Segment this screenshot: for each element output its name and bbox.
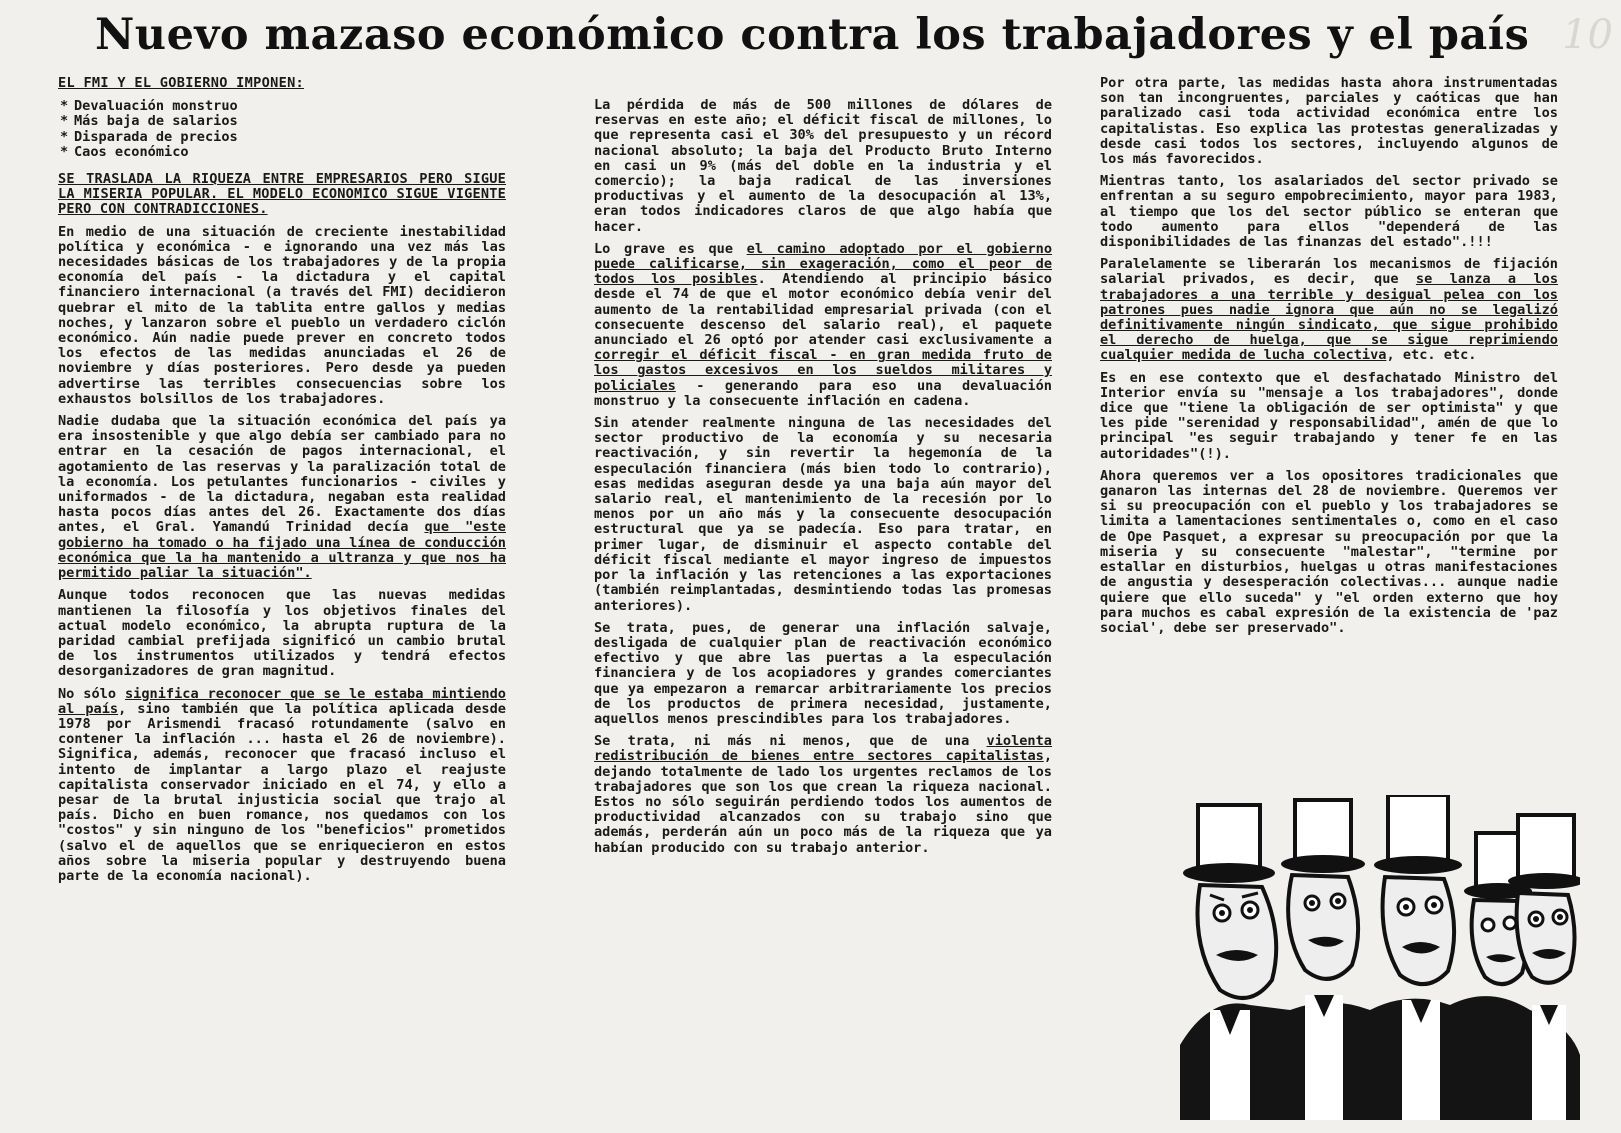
text-run: , dejando totalmente de lado los urgentes reclamos de los trabajadores que son los que crean la riqueza nacional. Estos no sólo seguirán perdiendo todos los aumentos de productividad alcanzados con su trabajo sino que además, perderán aún un poco más de la riqueza que ya habían producido con su trabajo anterior. — [594, 748, 1052, 856]
paragraph — [58, 414, 506, 581]
underlined-phrase: violenta redistribución de bienes entre sectores capitalistas — [594, 733, 1052, 765]
text-run: Lo grave es que — [594, 240, 747, 257]
column-3 — [1100, 76, 1558, 643]
headline: Nuevo mazaso económico contra los trabajadores y el país — [95, 10, 1530, 60]
underlined-phrase: significa reconocer que se le estaba mintiendo al país — [58, 685, 506, 717]
column-2 — [594, 98, 1052, 863]
text-run: Nadie dudaba que la situación económica del país ya era insostenible y que algo debía ser cambiado para no entrar en la cesación de pagos internacional, el agotamiento de las reservas y la paralización total de la economía. Los petulantes funcionarios - civiles y uniformados - de la dictadura, negaban esta realidad hasta pocos días antes del 26. Exactamente dos días antes, el Gral. Yamandú Trinidad decía — [58, 413, 506, 536]
paragraph: En medio de una situación de creciente inestabilidad política y económica - e ignorando una vez más las necesidades básicas de los trabajadores y de la propia economía del país - la dictadura y el capital financiero internacional (a través del FMI) decidieron quebrar el mito de la tablita entre gallos y medias noches, y lanzaron sobre el pueblo un verdadero ciclón económico. Aún nadie puede prever en concreto todos los efectos de las medidas anunciadas el 26 de noviembre y días posteriores. Pero desde ya pueden advertirse las terribles consecuencias sobre los exhaustos bolsillos de los trabajadores. — [58, 223, 506, 407]
text-run: . Atendiendo al principio básico desde el 74 de que el motor económico debía venir del aumento de la rentabilidad empresarial privada (con el consecuente descenso del salario real), el paquete anunciado el 26 optó por atender casi exclusivamente a — [594, 271, 1052, 349]
paragraph: Mientras tanto, los asalariados del sector privado se enfrentan a su seguro empobrecimiento, mayor para 1983, al tiempo que los del sector público se enteran que todo aumento para ellos "dependerá de las disponibilidades de las finanzas del estado".!!! — [1100, 173, 1558, 251]
top-hat-capitalists-cartoon — [1180, 795, 1580, 1120]
paragraph — [594, 242, 1052, 409]
text-run: , etc. etc. — [1386, 347, 1477, 364]
bullet-item: * Caos económico — [58, 145, 506, 160]
paragraph — [1100, 257, 1558, 363]
bleed-through-marks: 10 — [1562, 12, 1613, 58]
paragraph: Por otra parte, las medidas hasta ahora instrumentadas son tan incongruentes, parciales y caóticas que han paralizado casi toda actividad económica entre los capitalistas. Eso explica las protestas generalizadas y desde casi todos los sectores, incluyendo algunos de los más favorecidos. — [1100, 75, 1558, 168]
subheadline: SE TRASLADA LA RIQUEZA ENTRE EMPRESARIOS PERO SIGUE LA MISERIA POPULAR. EL MODELO ECONOMICO SIGUE VIGENTE PERO CON CONTRADICCIONES. — [58, 171, 506, 218]
underlined-phrase: corregir el déficit fiscal - en gran medida fruto de los gastos excesivos en los sueldos militares y policiales — [594, 347, 1052, 394]
underlined-quote: que "este gobierno ha tomado o ha fijado una línea de conducción económica que la ha mantenido a ultranza y que nos ha permitido paliar la situación". — [58, 519, 506, 582]
paragraph — [594, 734, 1052, 856]
bullet-item: * Más baja de salarios — [58, 114, 506, 129]
underlined-phrase: se lanza a los trabajadores a una terrible y desigual pelea con los patrones pues nadie ignora que aún no se legalizó definitivamente ningún sindicato, que sigue prohibido el derecho de huelga, que se sigue reprimiendo cualquier medida de lucha colectiva — [1100, 271, 1559, 364]
bullet-item: * Devaluación monstruo — [58, 99, 506, 114]
paragraph: La pérdida de más de 500 millones de dólares de reservas en este año; el déficit fiscal de millones, lo que representa casi el 30% del presupuesto y un récord nacional absoluto; la baja del Producto Bruto Interno en casi un 9% (más del doble en la industria y el comercio); la baja radical de las inversiones productivas y el aumento de la desocupación al 13%, eran todos indicadores claros de que algo había que hacer. — [594, 97, 1052, 235]
paragraph: Es en ese contexto que el desfachatado Ministro del Interior envía su "mensaje a los trabajadores", donde dice que "tiene la obligación de ser optimista" y que les pide "serenidad y responsabilidad", amén de que lo principal "es seguir trabajando y tener fe en las autoridades"(!). — [1100, 369, 1558, 462]
paragraph: Ahora queremos ver a los opositores tradicionales que ganaron las internas del 28 de noviembre. Queremos ver si su preocupación con el pueblo y los trabajadores se limita a lamentaciones sentimentales o, como en el caso de Ope Pasquet, a expresar su preocupación por que la miseria y su consecuente "malestar", "termine por estallar en disturbios, huelgas u otras manifestaciones de angustia y desesperación colectivas... aunque nadie quiere que ello suceda" y "el orden externo que hoy para muchos es cabal expresión de la existencia de 'paz social', debe ser preservado". — [1100, 467, 1558, 636]
text-run: No sólo — [58, 685, 125, 702]
paragraph: Sin atender realmente ninguna de las necesidades del sector productivo de la economía y su necesaria reactivación, y sin revertir la hegemonía de la especulación financiera (más bien todo lo contrario), esas medidas aseguran desde ya una baja aún mayor del salario real, el mantenimiento de la recesión por lo menos por un año más y la consecuente desocupación estructural que ya se padecía. Eso para tratar, en primer lugar, de disminuir el aspecto contable del déficit fiscal mediante el mayor ingreso de impuestos por la inflación y las retenciones a las exportaciones (también reimplantadas, desmintiendo todas las promesas anteriores). — [594, 415, 1052, 614]
paragraph — [58, 687, 506, 885]
text-run: Se trata, ni más ni menos, que de una — [594, 733, 987, 750]
bullet-item: * Disparada de precios — [58, 130, 506, 145]
paragraph: Aunque todos reconocen que las nuevas medidas mantienen la filosofía y los objetivos finales del actual modelo económico, la abrupta ruptura de la paridad cambial prefijada significó un cambio brutal de los instrumentos utilizados y tendrá efectos desorganizadores de gran magnitud. — [58, 587, 506, 680]
bullet-list — [58, 99, 506, 160]
kicker: EL FMI Y EL GOBIERNO IMPONEN: — [58, 75, 305, 91]
text-run: , sino también que la política aplicada desde 1978 por Arismendi fracasó rotundamente (salvo en contener la inflación ... hasta el 26 de noviembre). Significa, además, reconocer que fracasó incluso el intento de implantar a largo plazo el reajuste capitalista conservador iniciado en el 74, y ello a pesar de la brutal injusticia social que trajo al país. Dicho en buen romance, nos quedamos con los "costos" y sin ninguno de los "beneficios" prometidos (salvo el de aquellos que se enriquecieron en estos años sobre la miseria popular y destruyendo buena parte de la economía nacional). — [58, 700, 506, 884]
paragraph: Se trata, pues, de generar una inflación salvaje, desligada de cualquier plan de reactivación económico efectivo y que abre las puertas a la especulación financiera y de los acopiadores y grandes comerciantes que ya empezaron a remarcar arbitrariamente los precios de los productos de primera necesidad, justamente, aquellos menos prescindibles para los trabajadores. — [594, 619, 1052, 727]
text-run: Paralelamente se liberarán los mecanismos de fijación salarial privados, es decir, que — [1100, 256, 1558, 288]
column-1 — [58, 76, 506, 891]
text-run: - generando para eso una devaluación monstruo y la consecuente inflación en cadena. — [594, 377, 1052, 409]
underlined-phrase: el camino adoptado por el gobierno puede calificarse, sin exageración, como el peor de todos los posibles — [594, 240, 1053, 288]
